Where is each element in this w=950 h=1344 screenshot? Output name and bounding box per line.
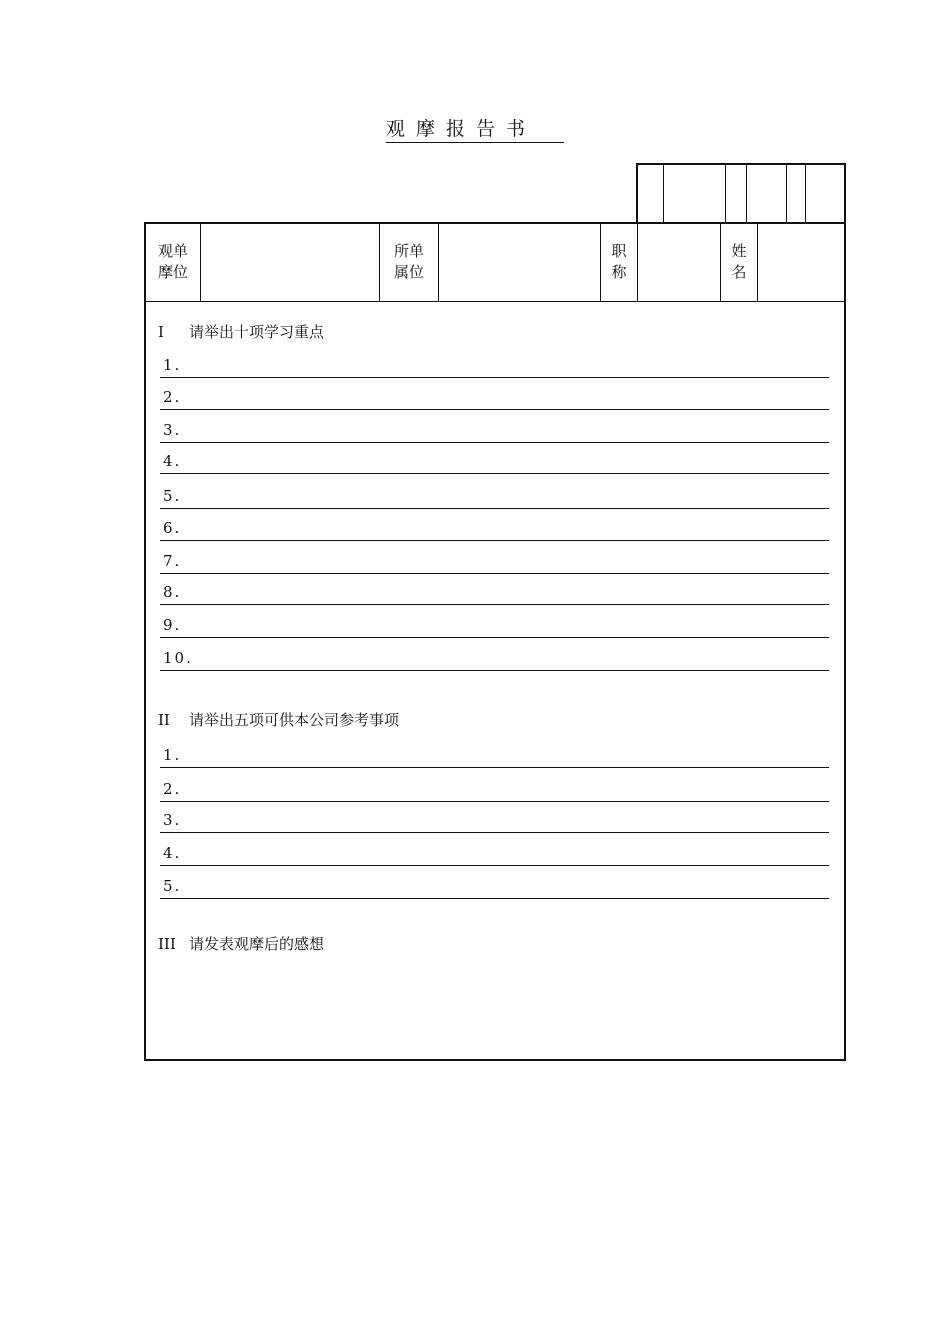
approval-sign-cell[interactable] — [664, 165, 726, 223]
line-number: 3. — [163, 421, 182, 439]
learning-point-line-2[interactable] — [160, 380, 829, 410]
observation-unit-label: 观单 摩位 — [146, 224, 201, 301]
line-number: 5. — [163, 877, 182, 895]
observation-unit-field[interactable] — [201, 224, 380, 301]
line-number: 8. — [163, 583, 182, 601]
affiliated-unit-label: 所单 属位 — [380, 224, 439, 301]
report-form — [144, 222, 846, 1061]
line-number: 7. — [163, 552, 182, 570]
line-number: 9. — [163, 616, 182, 634]
info-row — [146, 224, 844, 302]
name-label: 姓 名 — [721, 224, 758, 301]
learning-point-line-5[interactable] — [160, 479, 829, 509]
line-number: 6. — [163, 519, 182, 537]
approval-label-cell — [787, 165, 806, 223]
learning-point-line-10[interactable] — [160, 641, 829, 671]
page-title: 观摩报告书 — [386, 117, 564, 143]
line-number: 1. — [163, 746, 182, 764]
section-numeral: I — [158, 323, 164, 341]
learning-point-line-1[interactable] — [160, 348, 829, 378]
section-heading-reflections — [158, 934, 324, 954]
learning-point-line-8[interactable] — [160, 575, 829, 605]
learning-point-line-6[interactable] — [160, 511, 829, 541]
approval-sign-cell[interactable] — [806, 165, 844, 223]
learning-point-line-4[interactable] — [160, 444, 829, 474]
section-heading-text: 请举出十项学习重点 — [189, 323, 325, 341]
line-number: 4. — [163, 452, 182, 470]
learning-point-line-3[interactable] — [160, 413, 829, 443]
reflections-writing-area[interactable] — [160, 964, 829, 1049]
reference-item-line-3[interactable] — [160, 803, 829, 833]
section-numeral: II — [158, 711, 170, 729]
line-number: 10. — [163, 649, 193, 667]
job-title-label: 职 称 — [601, 224, 638, 301]
reference-item-line-1[interactable] — [160, 738, 829, 768]
line-number: 5. — [163, 487, 182, 505]
section-heading-learning-points — [158, 322, 324, 342]
approval-sign-cell[interactable] — [747, 165, 787, 223]
learning-point-line-9[interactable] — [160, 608, 829, 638]
section-numeral: III — [158, 935, 176, 953]
approval-label-cell — [638, 165, 664, 223]
section-heading-reference-items — [158, 710, 399, 730]
affiliated-unit-field[interactable] — [439, 224, 601, 301]
section-heading-text: 请发表观摩后的感想 — [189, 935, 325, 953]
reference-item-line-4[interactable] — [160, 836, 829, 866]
section-heading-text: 请举出五项可供本公司参考事项 — [189, 711, 400, 729]
approval-label-cell — [726, 165, 747, 223]
approval-signature-box — [636, 163, 846, 223]
job-title-field[interactable] — [638, 224, 721, 301]
learning-point-line-7[interactable] — [160, 544, 829, 574]
reference-item-line-5[interactable] — [160, 869, 829, 899]
reference-item-line-2[interactable] — [160, 772, 829, 802]
line-number: 2. — [163, 780, 182, 798]
name-field[interactable] — [758, 224, 844, 301]
line-number: 4. — [163, 844, 182, 862]
line-number: 2. — [163, 388, 182, 406]
line-number: 1. — [163, 356, 182, 374]
line-number: 3. — [163, 811, 182, 829]
